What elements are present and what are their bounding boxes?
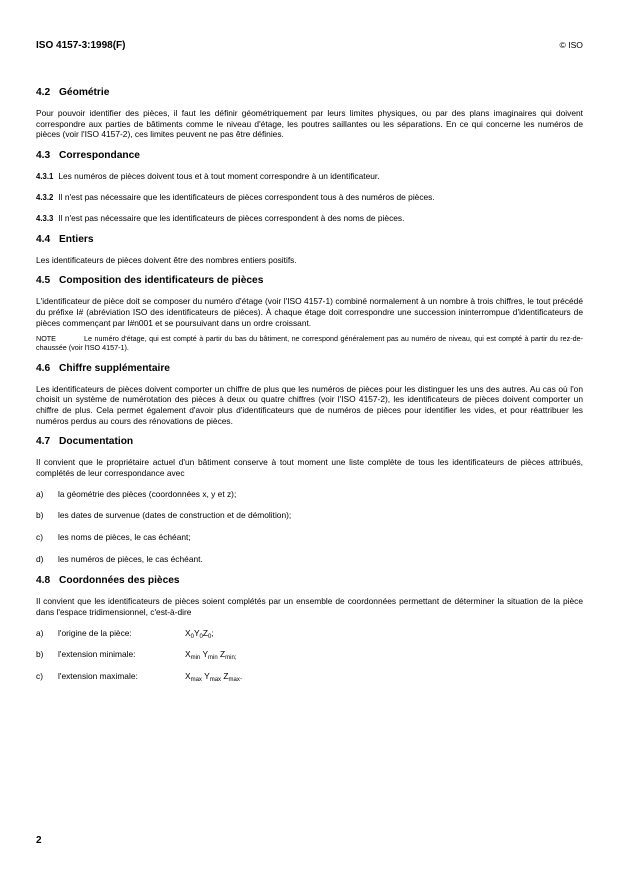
list-item xyxy=(36,510,583,521)
coordinate-formula xyxy=(185,649,237,660)
punctuation: . xyxy=(239,670,243,681)
list-item xyxy=(36,671,583,682)
list-item-text: les numéros de pièces, le cas échéant. xyxy=(58,553,203,564)
coordinate-formula xyxy=(185,628,214,639)
paragraph: Il convient que les identificateurs de pièces soient complétés par un ensemble de coordonnées permettant de déterminer la situation de la pièce dans l'espace tridimensionnel, c'est-à-dire xyxy=(36,596,583,617)
note-text: Le numéro d'étage, qui est compté à partir du bas du bâtiment, ne correspond généralement pas au numéro de niveau, qui est compté à partir du rez-de-chaussée (voir l'ISO 4157-1). xyxy=(36,334,583,353)
coordinate-formula xyxy=(185,671,242,682)
subclause-number: 4.3.2 xyxy=(36,192,54,202)
coordinate-subscript: min xyxy=(208,655,218,662)
coordinate-label: l'origine de la pièce: xyxy=(58,627,132,638)
list-marker: a) xyxy=(36,488,44,499)
section-number: 4.3 xyxy=(36,149,51,161)
copyright-notice: © ISO xyxy=(559,40,583,50)
document-body xyxy=(36,87,583,693)
section-title: Coordonnées des pièces xyxy=(59,575,180,587)
punctuation: ; xyxy=(211,627,214,638)
subclause-text: Les numéros de pièces doivent tous et à tout moment correspondre à un identificateur. xyxy=(58,170,380,181)
paragraph: L'identificateur de pièce doit se composer du numéro d'étage (voir l'ISO 4157-1) combiné normalement à un nombre à trois chiffres, le tout précédé du préfixe I# (abréviation ISO des identificateurs de pièces). À chaque étage doit correspondre une succession ininterrompue d'identificateurs de pièces commençant par I#n001 et se poursuivant dans un ordre croissant. xyxy=(36,296,583,328)
section-title: Correspondance xyxy=(59,149,140,161)
documentation-list xyxy=(36,489,583,565)
list-item xyxy=(36,489,583,500)
list-item xyxy=(36,649,583,660)
section-title: Entiers xyxy=(59,233,94,245)
list-marker: a) xyxy=(36,627,44,638)
section-title: Documentation xyxy=(59,436,134,448)
coordinates-list xyxy=(36,628,583,682)
paragraph: Les identificateurs de pièces doivent être des nombres entiers positifs. xyxy=(36,254,297,265)
coordinate-subscript: 0 xyxy=(190,633,194,640)
document-id: ISO 4157-3:1998(F) xyxy=(36,40,126,51)
section-heading xyxy=(36,87,583,100)
coordinate-symbol: Z xyxy=(202,627,208,638)
paragraph: Pour pouvoir identifier des pièces, il faut les définir géométriquement par leurs limites physiques, ou par des plans imaginaires qui doivent correspondre aux parties de bâtiments comme le niveau d'étage, les poutres saillantes ou les séparations. En ce qui concerne les numéros de pièces (voir l'ISO 4157-2), ces limites peuvent ne pas être définies. xyxy=(36,107,583,140)
coordinate-subscript: max xyxy=(190,676,202,683)
list-marker: c) xyxy=(36,531,43,542)
coordinate-symbol: X xyxy=(185,649,191,660)
note-label: NOTE xyxy=(36,334,56,344)
note xyxy=(36,334,583,352)
section-title: Géométrie xyxy=(59,87,110,98)
coordinate-symbol: X xyxy=(185,627,191,638)
list-marker: b) xyxy=(36,510,44,521)
list-marker: c) xyxy=(36,670,43,681)
section-heading xyxy=(36,575,583,588)
section-4-4 xyxy=(36,234,583,266)
document-page xyxy=(36,0,583,877)
coordinate-subscript: 0 xyxy=(208,633,212,640)
list-marker: b) xyxy=(36,649,44,660)
coordinate-subscript: min; xyxy=(225,655,237,662)
section-number: 4.6 xyxy=(36,362,51,374)
section-4-5 xyxy=(36,275,583,352)
paragraph: Il convient que le propriétaire actuel d'un bâtiment conserve à tout moment une liste complète de tous les identificateurs de pièces attribués, complétés de leur correspondance avec xyxy=(36,457,583,478)
page-header xyxy=(36,40,583,53)
section-4-3 xyxy=(36,150,583,224)
list-marker: d) xyxy=(36,553,44,564)
section-heading xyxy=(36,363,583,376)
page-number: 2 xyxy=(36,835,42,846)
section-heading xyxy=(36,234,583,247)
coordinate-symbol: Z xyxy=(220,649,226,660)
list-item xyxy=(36,554,583,565)
subclause-number: 4.3.1 xyxy=(36,171,54,181)
section-number: 4.8 xyxy=(36,575,51,587)
coordinate-subscript: max xyxy=(209,676,222,683)
section-number: 4.2 xyxy=(36,87,51,98)
section-heading xyxy=(36,436,583,449)
list-item xyxy=(36,628,583,639)
list-item-text: les dates de survenue (dates de construction et de démolition); xyxy=(58,510,292,521)
list-item-text: la géométrie des pièces (coordonnées x, y et z); xyxy=(58,488,237,499)
section-number: 4.5 xyxy=(36,275,51,287)
section-title: Composition des identificateurs de pièces xyxy=(59,275,264,287)
section-4-6 xyxy=(36,363,583,427)
coordinate-subscript: max xyxy=(228,676,240,683)
coordinate-label: l'extension maximale: xyxy=(58,670,138,681)
section-number: 4.7 xyxy=(36,436,51,448)
section-4-7 xyxy=(36,436,583,564)
section-heading xyxy=(36,275,583,288)
list-item-text: les noms de pièces, le cas échéant; xyxy=(58,531,191,542)
subclause-4-3-1 xyxy=(36,171,583,182)
coordinate-subscript: min xyxy=(190,655,201,662)
section-heading xyxy=(36,150,583,163)
coordinate-symbol: Y xyxy=(204,670,210,681)
section-number: 4.4 xyxy=(36,233,51,245)
subclause-number: 4.3.3 xyxy=(36,213,54,223)
coordinate-subscript: 0 xyxy=(199,633,203,640)
coordinate-symbol: Z xyxy=(223,670,229,681)
subclause-4-3-3 xyxy=(36,213,583,224)
paragraph: Les identificateurs de pièces doivent comporter un chiffre de plus que les numéros de pièces pour les distinguer les uns des autres. Au cas où l'on choisit un système de numérotation des pièces à deux ou quatre chiffres (voir l'ISO 4157-2), les identificateurs de pièces doivent comporter un chiffre de plus. Cela permet également d'avoir plus d'identificateurs que de numéros de pièces pour identifier les vides, et pour réattribuer les numéros perdus au cours des rénovations de pièces. xyxy=(36,383,583,426)
coordinate-symbol: Y xyxy=(193,627,200,638)
subclause-4-3-2 xyxy=(36,192,583,203)
section-title: Chiffre supplémentaire xyxy=(59,362,170,374)
coordinate-label: l'extension minimale: xyxy=(58,649,136,660)
list-item xyxy=(36,532,583,543)
section-4-2 xyxy=(36,87,583,140)
subclause-text: Il n'est pas nécessaire que les identificateurs de pièces correspondent à des noms de pièces. xyxy=(58,212,405,223)
coordinate-symbol: X xyxy=(185,670,191,681)
coordinate-symbol: Y xyxy=(202,649,209,660)
section-4-8 xyxy=(36,575,583,681)
subclause-text: Il n'est pas nécessaire que les identificateurs de pièces correspondent tous à des numéros de pièces. xyxy=(58,191,435,202)
